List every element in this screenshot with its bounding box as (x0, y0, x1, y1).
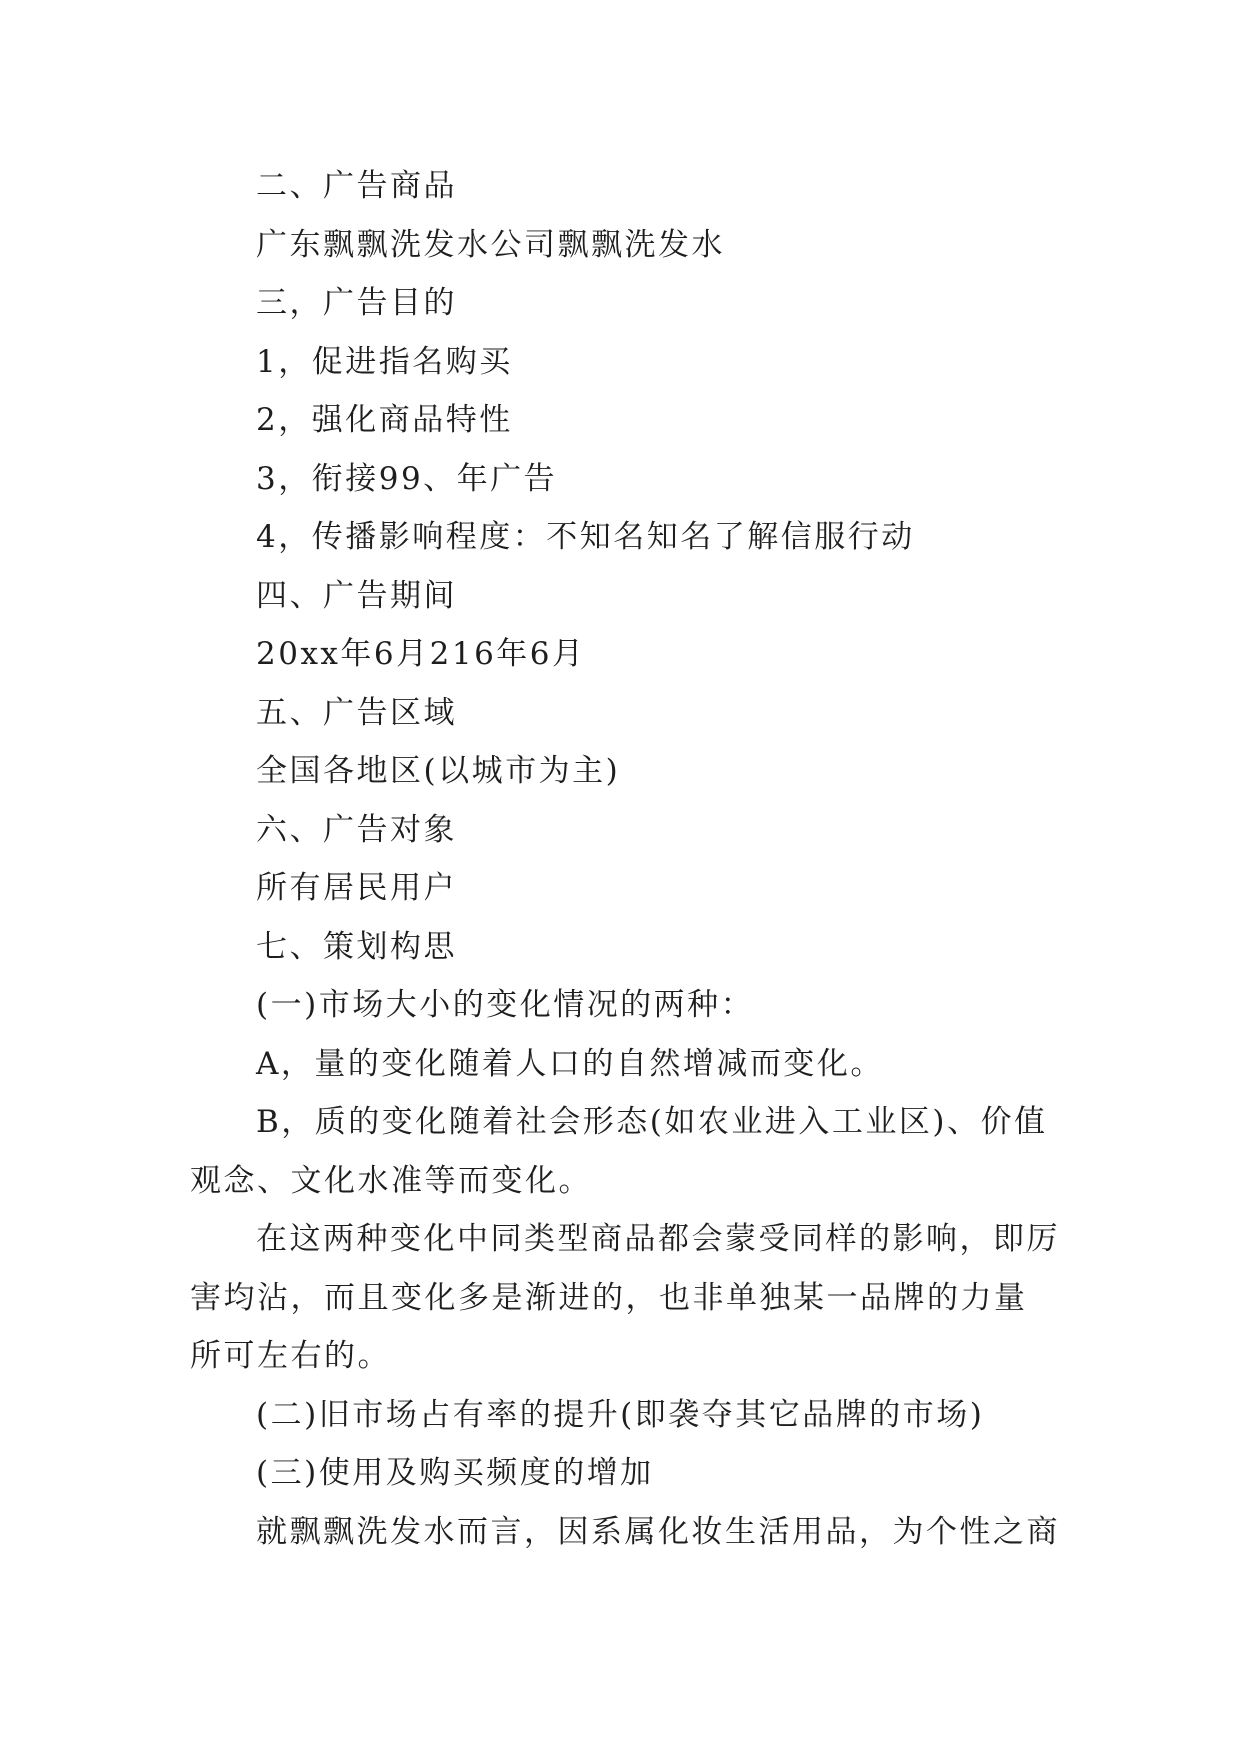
list-item-purpose-4: 4，传播影响程度：不知名知名了解信服行动 (256, 519, 915, 555)
subheading-market-share: (二)旧市场占有率的提升(即袭夺其它品牌的市场) (256, 1396, 985, 1433)
paragraph-change-impact: 在这两种变化中同类型商品都会蒙受同样的影响，即厉害均沾，而且变化多是渐进的，也非单独某一品牌的力量所可左右的。 (190, 1221, 1060, 1374)
paragraph-product-analysis: 就飘飘洗发水而言，因系属化妆生活用品，为个性之商 (256, 1513, 1060, 1550)
paragraph-target: 所有居民用户 (256, 870, 457, 906)
paragraph-period: 20xx年6月216年6月 (256, 636, 586, 672)
document-body (190, 157, 1060, 1561)
list-item-purpose-2: 2，强化商品特性 (256, 402, 513, 438)
heading-ad-region: 五、广告区域 (256, 694, 457, 731)
paragraph-region: 全国各地区(以城市为主) (256, 753, 621, 789)
subheading-market-size: (一)市场大小的变化情况的两种： (256, 987, 755, 1023)
paragraph-quality-change: B，质的变化随着社会形态(如农业进入工业区)、价值观念、文化水准等而变化。 (190, 1104, 1048, 1199)
heading-planning-idea: 七、策划构思 (256, 928, 457, 965)
heading-ad-period: 四、广告期间 (256, 577, 457, 614)
list-item-purpose-3: 3，衔接99、年广告 (256, 460, 558, 497)
paragraph-product-name: 广东飘飘洗发水公司飘飘洗发水 (256, 226, 725, 263)
subheading-usage-frequency: (三)使用及购买频度的增加 (256, 1455, 654, 1491)
heading-ad-product: 二、广告商品 (256, 168, 457, 204)
heading-ad-purpose: 三，广告目的 (256, 285, 457, 321)
list-item-purpose-1: 1，促进指名购买 (256, 343, 513, 380)
paragraph-quantity-change: A，量的变化随着人口的自然增减而变化。 (256, 1045, 884, 1082)
heading-ad-target: 六、广告对象 (256, 811, 457, 848)
